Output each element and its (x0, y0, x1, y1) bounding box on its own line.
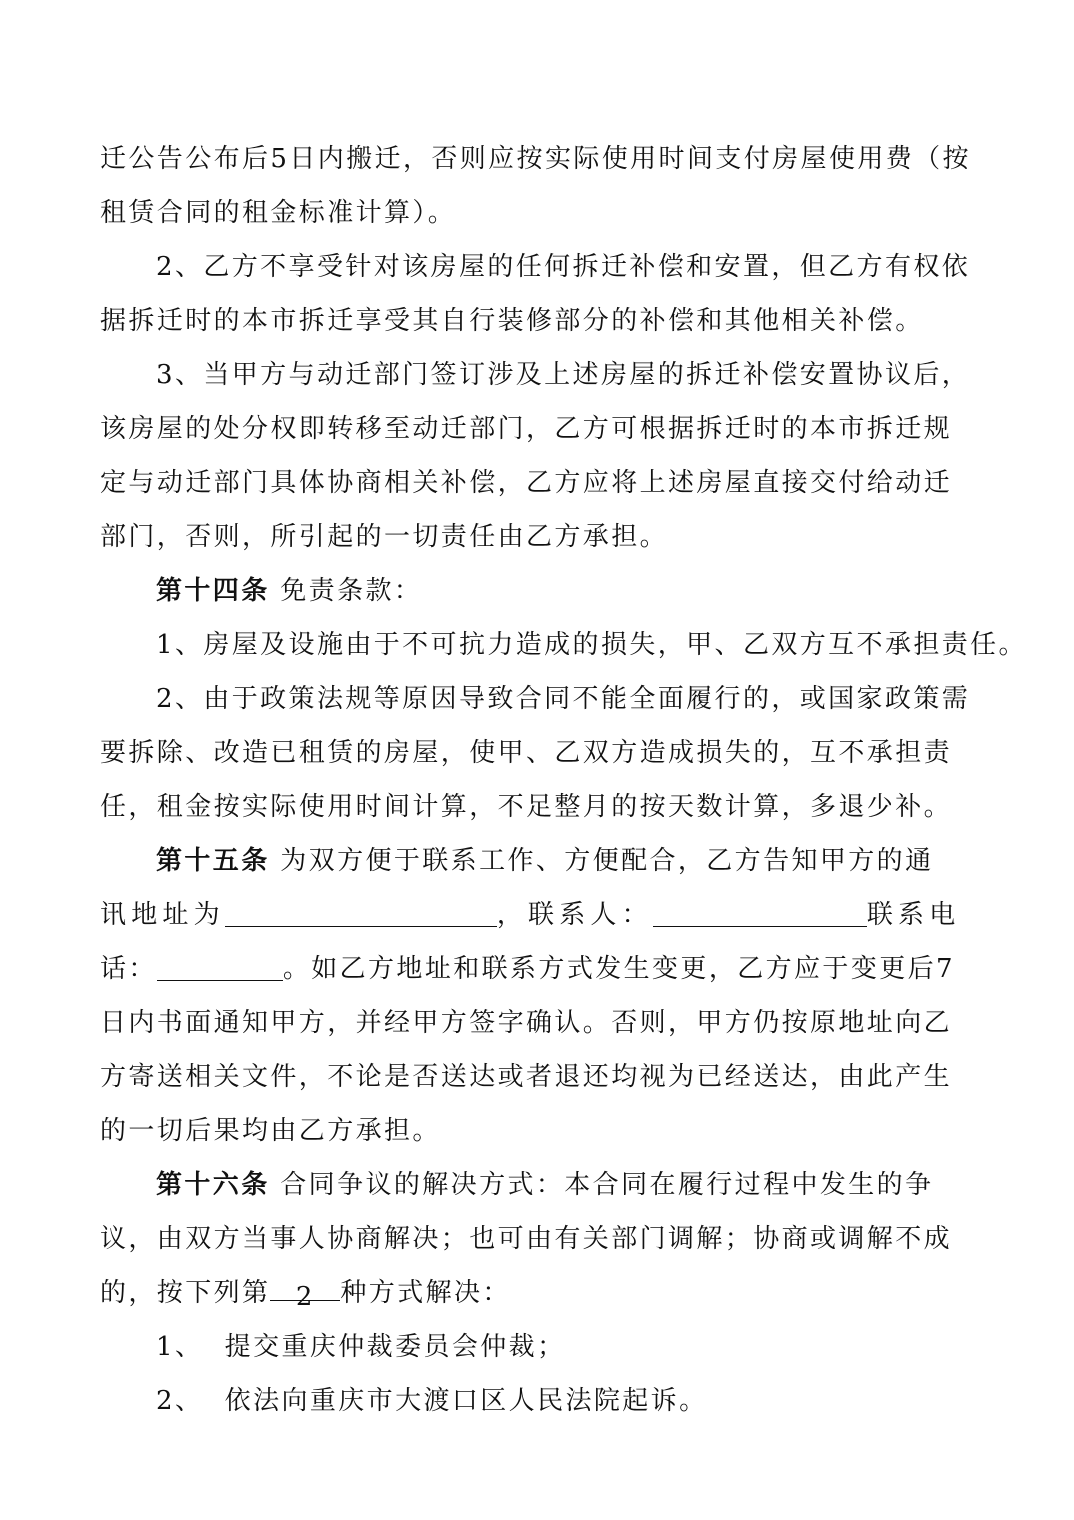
article-16 (100, 1158, 976, 1428)
text-line: 的一切后果均由乙方承担。 (100, 1116, 441, 1146)
article-heading-line (100, 1158, 976, 1212)
article-heading-line (100, 834, 976, 888)
text-line: 要拆除、改造已租赁的房屋，使甲、乙双方造成损失的，互不承担责 (100, 738, 953, 768)
article-16-heading: 第十六条 (156, 1170, 270, 1200)
article-14 (100, 564, 1027, 834)
text-line: 方寄送相关文件，不论是否送达或者退还均视为已经送达，由此产生 (100, 1062, 953, 1092)
text-line: 据拆迁时的本市拆迁享受其自行装修部分的补偿和其他相关补偿。 (100, 306, 924, 336)
address-field[interactable] (225, 896, 497, 927)
text-line: 3、当甲方与动迁部门签订涉及上述房屋的拆迁补偿安置协议后， (156, 360, 971, 390)
contact-field[interactable] (653, 896, 867, 927)
article-16-text: 合同争议的解决方式：本合同在履行过程中发生的争 (269, 1170, 934, 1200)
article-15-heading: 第十五条 (156, 846, 270, 876)
text-line: 定与动迁部门具体协商相关补偿，乙方应将上述房屋直接交付给动迁 (100, 468, 953, 498)
text-line: 迁公告公布后5日内搬迁，否则应按实际使用时间支付房屋使用费（按 (100, 144, 971, 174)
text-line: 部门，否则，所引起的一切责任由乙方承担。 (100, 522, 669, 552)
contact-label: ，联系人： (496, 900, 653, 930)
text-line (100, 888, 976, 942)
article-15 (100, 834, 976, 1158)
text-fragment: 的，按下列第 (100, 1278, 271, 1308)
clause-item-3 (100, 348, 976, 564)
article-14-heading: 第十四条 (156, 576, 270, 606)
phone-label-end: 话： (100, 954, 157, 984)
phone-label-start: 联系电 (866, 900, 961, 930)
text-fragment: 种方式解决： (340, 1278, 511, 1308)
text-line: 2、乙方不享受针对该房屋的任何拆迁补偿和安置，但乙方有权依 (156, 252, 971, 282)
paragraph-continuation (100, 132, 976, 240)
text-line: 该房屋的处分权即转移至动迁部门，乙方可根据拆迁时的本市拆迁规 (100, 414, 953, 444)
text-line: 1、房屋及设施由于不可抗力造成的损失，甲、乙双方互不承担责任。 (156, 630, 1027, 660)
phone-field[interactable] (157, 950, 283, 981)
contract-page (100, 132, 1027, 1428)
text-line: 2、由于政策法规等原因导致合同不能全面履行的，或国家政策需 (156, 684, 971, 714)
article-15-text: 为双方便于联系工作、方便配合，乙方告知甲方的通 (269, 846, 934, 876)
text-line: 租赁合同的租金标准计算）。 (100, 198, 457, 228)
clause-item-2 (100, 240, 976, 348)
text-line: 日内书面通知甲方，并经甲方签字确认。否则，甲方仍按原地址向乙 (100, 1008, 953, 1038)
text-fragment: 。如乙方地址和联系方式发生变更，乙方应于变更后7 (282, 954, 955, 984)
text-line: 任，租金按实际使用时间计算，不足整月的按天数计算，多退少补。 (100, 792, 953, 822)
resolution-option-1: 1、 提交重庆仲裁委员会仲裁； (156, 1332, 566, 1362)
article-14-title: 免责条款： (269, 576, 423, 606)
text-line (100, 942, 976, 996)
text-line (100, 1266, 976, 1320)
resolution-choice-field[interactable]: 2 (270, 1270, 340, 1301)
text-line: 议，由双方当事人协商解决；也可由有关部门调解；协商或调解不成 (100, 1224, 953, 1254)
address-label: 讯地址为 (100, 900, 225, 930)
article-heading-line (100, 564, 976, 618)
resolution-option-2: 2、 依法向重庆市大渡口区人民法院起诉。 (156, 1386, 708, 1416)
